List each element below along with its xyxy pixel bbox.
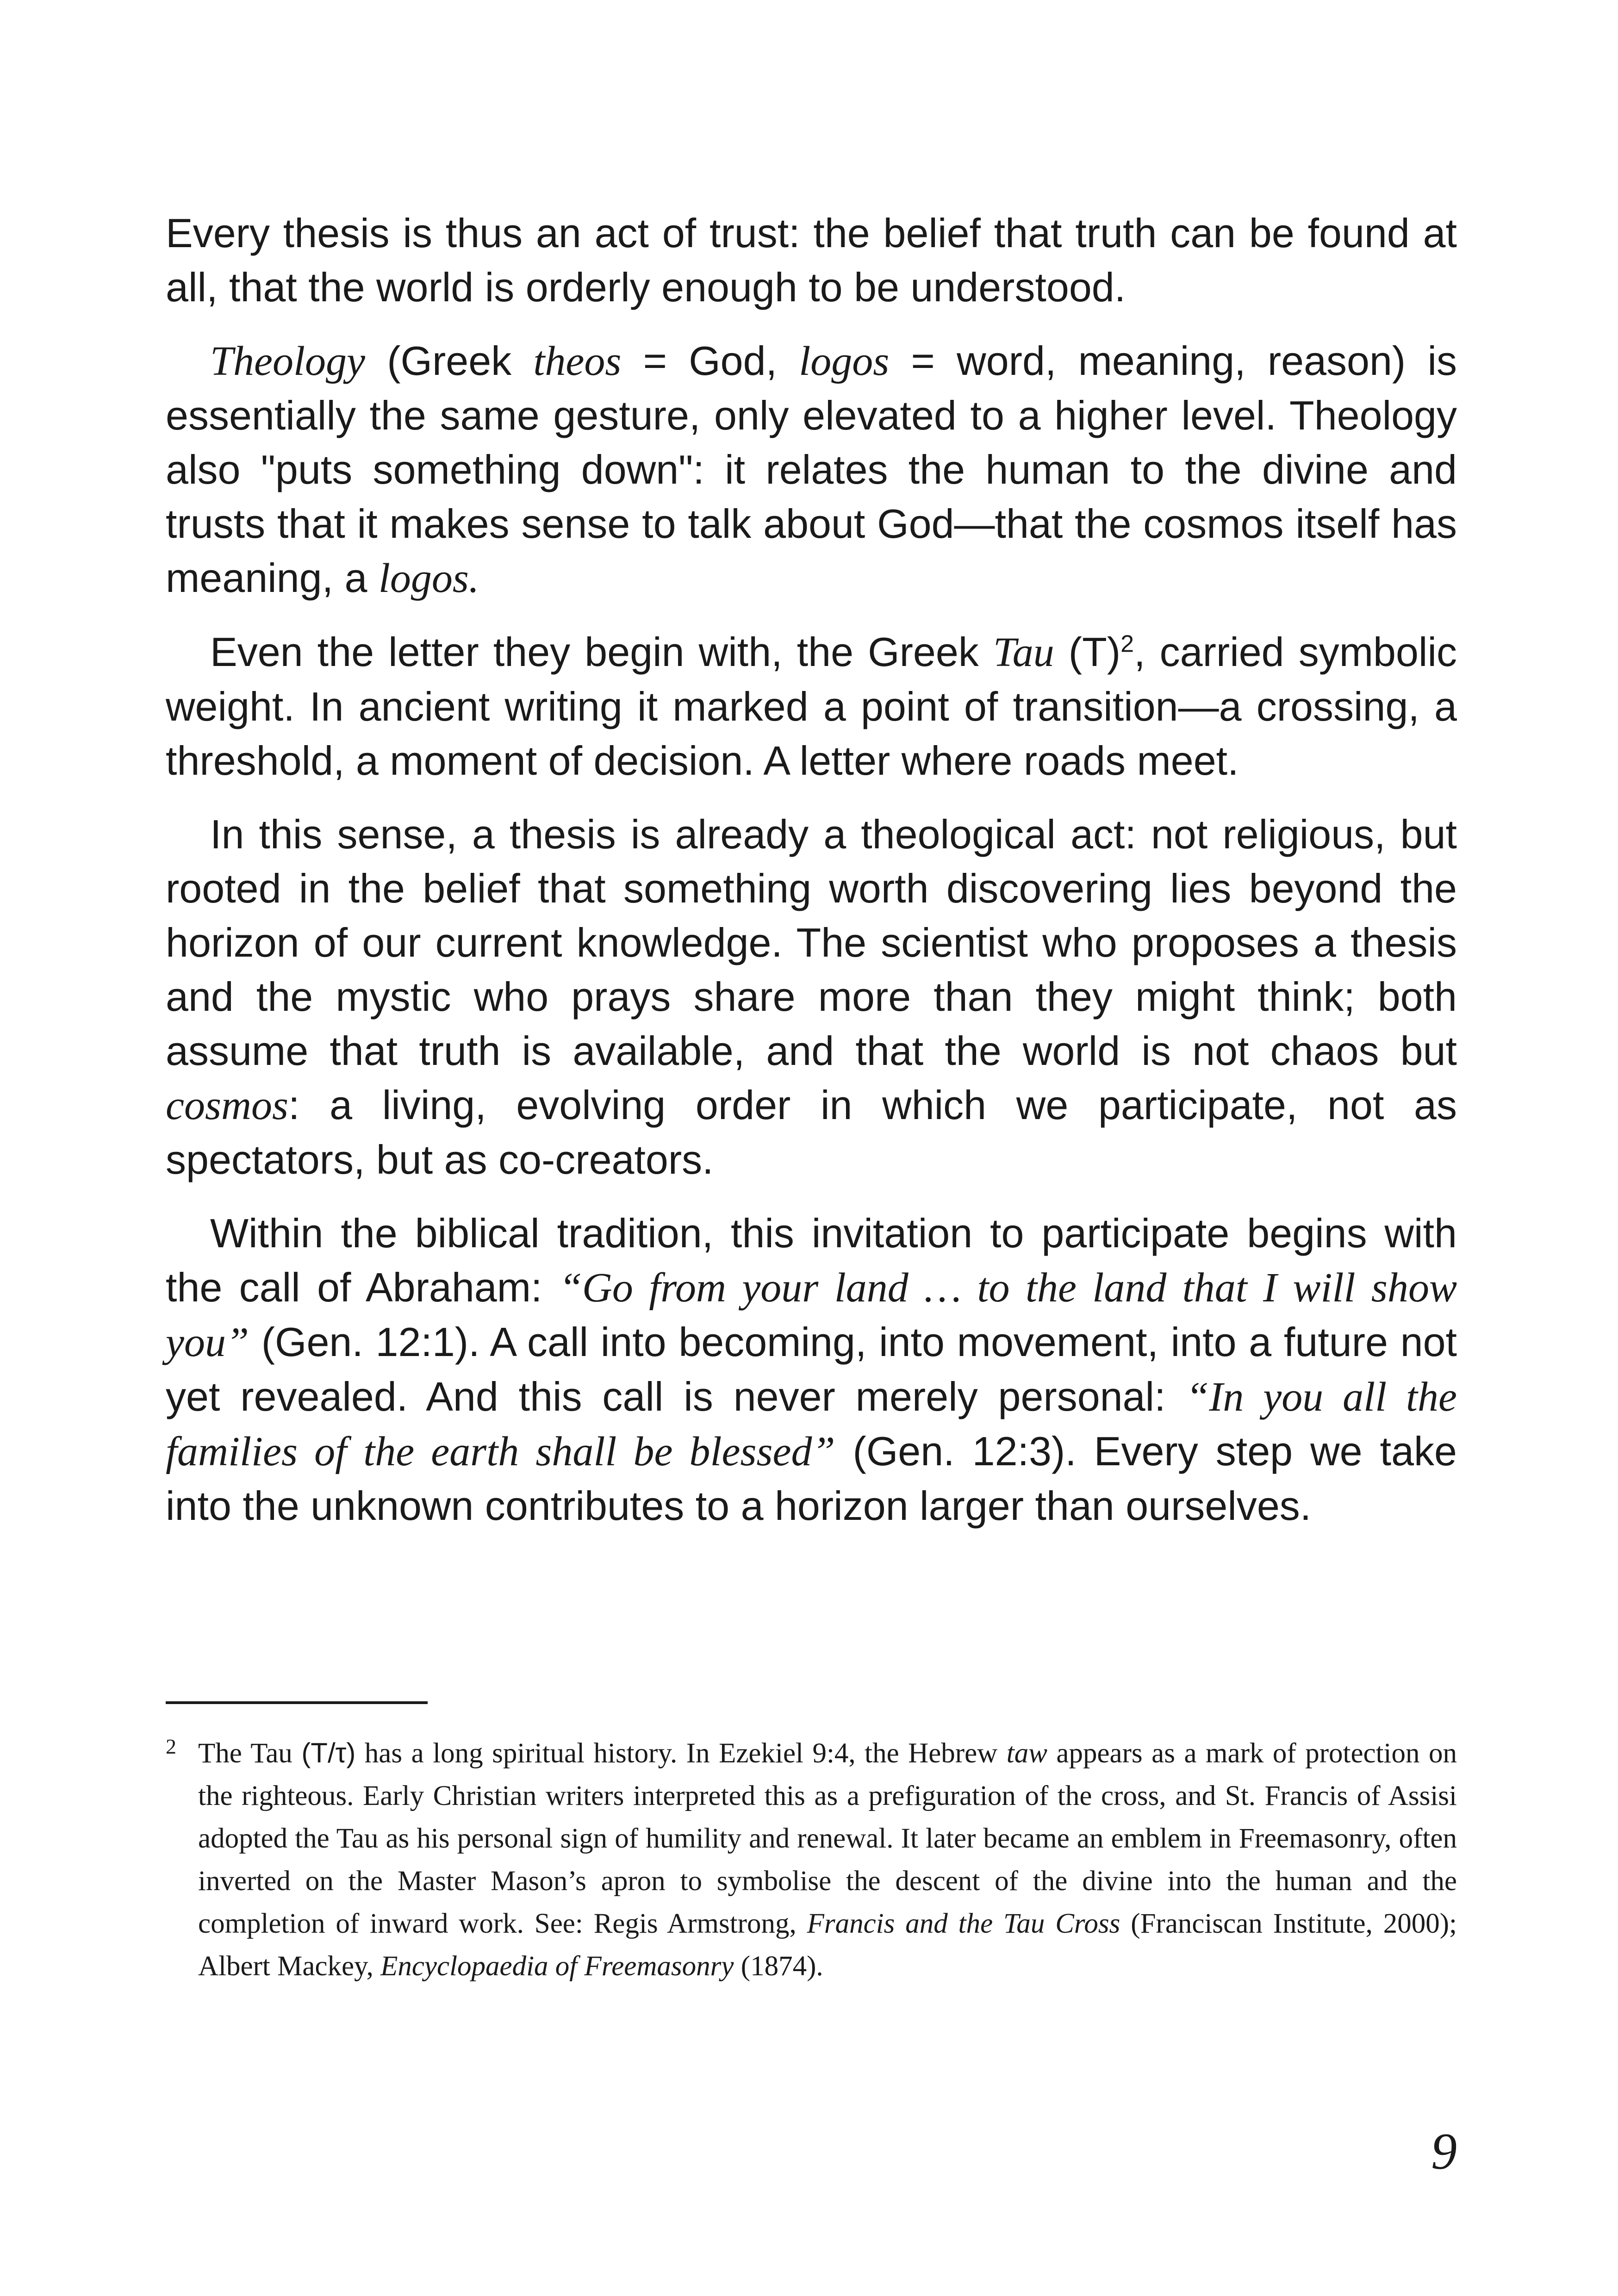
footnote-text-a: The Tau xyxy=(198,1738,302,1769)
footnote xyxy=(166,1732,1457,1988)
term-theos: theos xyxy=(533,338,622,384)
paragraph-3-text-c: , carried symbolic weight. In ancient writing it marked a point of transition—a crossing, a threshold, a moment of decision. A letter where roads meet. xyxy=(166,629,1457,784)
footnote-text-d: (Franciscan Institute, 2000); Albert Mackey, xyxy=(198,1908,1457,1982)
term-taw: taw xyxy=(1006,1738,1047,1769)
footnote-text-e: (1874). xyxy=(734,1951,823,1982)
paragraph-3-text-b: (T) xyxy=(1054,629,1121,675)
term-logos-2: logos xyxy=(378,555,469,601)
paragraph-2 xyxy=(166,334,1457,605)
paragraph-5 xyxy=(166,1206,1457,1533)
paragraph-4-text-a: In this sense, a thesis is already a theological act: not religious, but rooted in the belief that something worth discovering lies beyond the horizon of our current knowledge. The scientist who proposes a thesis and the mystic who prays share more than they might think; both assume that truth is available, and that the world is not chaos but xyxy=(166,811,1457,1074)
footnote-reference[interactable]: 2 xyxy=(1120,630,1134,658)
footnote-separator xyxy=(166,1701,428,1704)
paragraph-2-text-b: = God, xyxy=(621,338,799,384)
tau-glyph: (T/τ) xyxy=(301,1737,356,1768)
footnote-number: 2 xyxy=(166,1735,176,1758)
main-text xyxy=(166,206,1457,1552)
paragraph-2-text-c: = word, meaning, reason) is essentially the same gesture, only elevated to a higher level. Theology also "puts something down": it relates the human to the divine and trusts that it makes sense to talk about God—that the cosmos itself has meaning, a xyxy=(166,338,1457,601)
paragraph-3-text-a: Even the letter they begin with, the Greek xyxy=(210,629,993,675)
paragraph-5-text-b: (Gen. 12:1). A call into becoming, into movement, into a future not yet revealed. And this call is never merely personal: xyxy=(166,1319,1457,1419)
term-logos: logos xyxy=(799,338,890,384)
page-number: 9 xyxy=(1431,2123,1457,2180)
paragraph-2-text-d: . xyxy=(468,555,479,601)
paragraph-2-text-a: (Greek xyxy=(365,338,534,384)
footnote-text-c: appears as a mark of protection on the righteous. Early Christian writers interpreted this as a prefiguration of the cross, and St. Francis of Assisi adopted the Tau as his personal sign of humility and renewal. It later became an emblem in Freemasonry, often inverted on the Master Mason’s apron to symbolise the descent of the divine into the human and the completion of inward work. See: Regis Armstrong, xyxy=(198,1738,1457,1939)
paragraph-4 xyxy=(166,807,1457,1187)
quote-genesis-12-3: “In you all the families of the earth shall be blessed” xyxy=(166,1374,1457,1475)
footnote-text-b: has a long spiritual history. In Ezekiel 9:4, the Hebrew xyxy=(355,1738,1007,1769)
quote-genesis-12-1: “Go from your land … to the land that I will show you” xyxy=(166,1265,1457,1365)
paragraph-3 xyxy=(166,625,1457,788)
paragraph-1 xyxy=(166,206,1457,314)
term-theology: Theology xyxy=(210,338,365,384)
paragraph-1-text: Every thesis is thus an act of trust: the belief that truth can be found at all, that the world is orderly enough to be understood. xyxy=(166,210,1457,310)
citation-title-mackey: Encyclopaedia of Freemasonry xyxy=(380,1951,734,1982)
term-cosmos: cosmos xyxy=(166,1083,288,1128)
citation-title-armstrong: Francis and the Tau Cross xyxy=(807,1908,1120,1939)
paragraph-4-text-b: : a living, evolving order in which we participate, not as spectators, but as co-creators. xyxy=(166,1082,1457,1182)
paragraph-5-text-a: Within the biblical tradition, this invitation to participate begins with the call of Abraham: xyxy=(166,1210,1457,1310)
footnote-text xyxy=(198,1732,1457,1988)
paragraph-5-text-c: (Gen. 12:3). Every step we take into the unknown contributes to a horizon larger than ourselves. xyxy=(166,1428,1457,1529)
term-tau: Tau xyxy=(993,629,1054,675)
